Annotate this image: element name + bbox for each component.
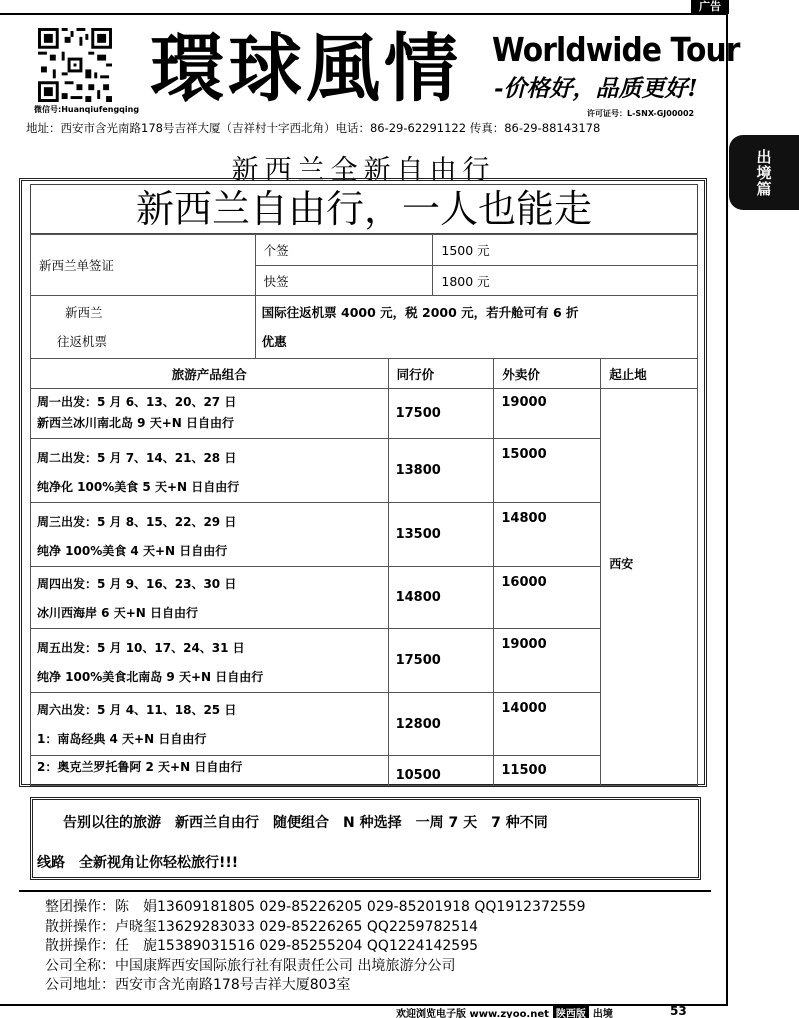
flight-detail-cell — [255, 296, 697, 359]
flight-detail-line: 优惠 — [261, 334, 287, 349]
table-row — [31, 503, 698, 567]
brand-logo-cn: 環球風情 — [150, 26, 462, 112]
page-title: 新西兰全新自由行 — [231, 155, 496, 186]
footer-text: 欢迎浏览电子版 www.zyoo.net — [396, 1008, 549, 1018]
visa-type: 快签 — [263, 273, 289, 289]
product-line: 新西兰冰川南北岛 9 天+N 日自由行 — [37, 416, 234, 430]
flight-label-cell — [31, 296, 256, 359]
retail-price: 16000 — [501, 575, 547, 590]
product-header: 旅游产品组合 — [31, 359, 389, 389]
visa-type: 个签 — [263, 243, 289, 258]
notice-box — [30, 797, 701, 880]
section-tab-char: 篇 — [756, 179, 772, 198]
retail-price: 15000 — [501, 447, 547, 462]
visa-label: 新西兰单签证 — [39, 258, 115, 273]
departure-line: 周五出发：5 月 10、17、24、31 日 — [37, 641, 245, 655]
footer-edition-badge: 陕西版 — [553, 1005, 589, 1018]
peer-price: 17500 — [395, 406, 441, 421]
visa-price-cell — [433, 266, 698, 296]
retail-price: 14800 — [501, 511, 547, 526]
table-row — [31, 567, 698, 629]
section-tab-char: 出 — [756, 147, 772, 166]
visa-flight-table — [30, 234, 698, 359]
origin-city: 西安 — [609, 556, 634, 571]
visa-price: 1500 元 — [441, 243, 490, 258]
retail-price: 19000 — [501, 637, 547, 652]
page-frame-bottom — [0, 1004, 728, 1006]
table-row — [31, 439, 698, 503]
table-row — [31, 629, 698, 693]
ad-tag: 广告 — [691, 0, 729, 14]
peer-price: 13800 — [395, 463, 441, 478]
contact-line: 公司全称：中国康辉西安国际旅行社有限责任公司 出境旅游分公司 — [45, 957, 456, 974]
product-line: 纯净化 100%美食 5 天+N 日自由行 — [37, 480, 240, 494]
flight-label-line: 往返机票 — [57, 334, 108, 349]
section-tab-outbound — [729, 135, 799, 210]
peer-price-header: 同行价 — [388, 359, 494, 389]
contact-line: 散拼操作：任 旎15389031516 029-85255204 QQ1224142595 — [45, 938, 479, 955]
retail-price: 19000 — [501, 395, 547, 410]
page-frame-top — [0, 13, 727, 15]
visa-price-cell — [433, 235, 698, 266]
contact-line: 散拼操作：卢晓玺13629283033 029-85226265 QQ2259782514 — [45, 918, 479, 935]
page-footer — [396, 1005, 613, 1018]
contact-list — [45, 898, 586, 996]
table-row — [31, 756, 698, 786]
table-row — [31, 693, 698, 756]
brand-logo-en: Worldwide Tour — [492, 30, 740, 69]
peer-price: 14800 — [395, 590, 441, 605]
departure-line: 周一出发：5 月 6、13、20、27 日 — [37, 395, 237, 409]
departure-line: 周二出发：5 月 7、14、21、28 日 — [37, 451, 237, 465]
divider — [19, 890, 711, 892]
retail-price: 14000 — [501, 701, 547, 716]
peer-price: 10500 — [395, 768, 441, 783]
license-number: 许可证号：L-SNX-GJ00002 — [587, 109, 695, 118]
visa-price: 1800 元 — [441, 273, 490, 289]
peer-price: 17500 — [395, 653, 441, 668]
contact-line: 公司地址：西安市含光南路178号吉祥大厦803室 — [45, 977, 351, 994]
visa-type-cell — [255, 266, 433, 296]
peer-price: 12800 — [395, 716, 441, 732]
banner-headline: 新西兰自由行，一人也能走 — [30, 184, 698, 234]
departure-line: 周四出发：5 月 9、16、23、30 日 — [37, 577, 237, 591]
product-line: 纯净 100%美食 4 天+N 日自由行 — [37, 544, 228, 558]
footer-section: 出境 — [592, 1008, 613, 1018]
brand-slogan: -价格好，品质更好! — [494, 75, 698, 102]
product-table — [30, 358, 698, 786]
table-row — [31, 389, 698, 439]
visa-type-cell — [255, 235, 433, 266]
retail-price-header: 外卖价 — [494, 359, 601, 389]
product-line: 冰川西海岸 6 天+N 日自由行 — [37, 606, 198, 620]
qr-code-icon — [38, 28, 112, 102]
wechat-id: 微信号:Huanqiufengqing — [34, 105, 140, 114]
flight-label-line: 新西兰 — [65, 305, 103, 320]
notice-line: 线路 全新视角让你轻松旅行!!! — [37, 855, 239, 871]
origin-header: 起止地 — [601, 359, 698, 389]
retail-price: 11500 — [501, 763, 547, 778]
visa-label-cell — [31, 235, 256, 296]
product-line: 2：奥克兰罗托鲁阿 2 天+N 日自由行 — [37, 760, 243, 774]
departure-line: 周三出发：5 月 8、15、22、29 日 — [37, 515, 237, 529]
product-line: 纯净 100%美食北南岛 9 天+N 日自由行 — [37, 670, 264, 684]
peer-price: 13500 — [395, 527, 441, 542]
origin-cell — [601, 389, 698, 786]
company-address-line: 地址：西安市含光南路178号吉祥大厦（吉祥村十字西北角）电话：86-29-62291122 传真：86-29-88143178 — [26, 121, 601, 135]
page-number: 53 — [670, 1004, 687, 1018]
flight-detail-line: 国际往返机票 4000 元，税 2000 元，若升舱可有 6 折 — [261, 305, 579, 320]
departure-line: 周六出发：5 月 4、11、18、25 日 — [37, 703, 237, 717]
contact-line: 整团操作：陈 娟13609181805 029-85226205 029-85201918 QQ1912372559 — [45, 899, 586, 915]
section-tab-char: 境 — [756, 163, 772, 182]
product-line: 1：南岛经典 4 天+N 日自由行 — [37, 732, 207, 746]
notice-line: 告别以往的旅游 新西兰自由行 随便组合 N 种选择 一周 7 天 7 种不同 — [63, 815, 548, 831]
